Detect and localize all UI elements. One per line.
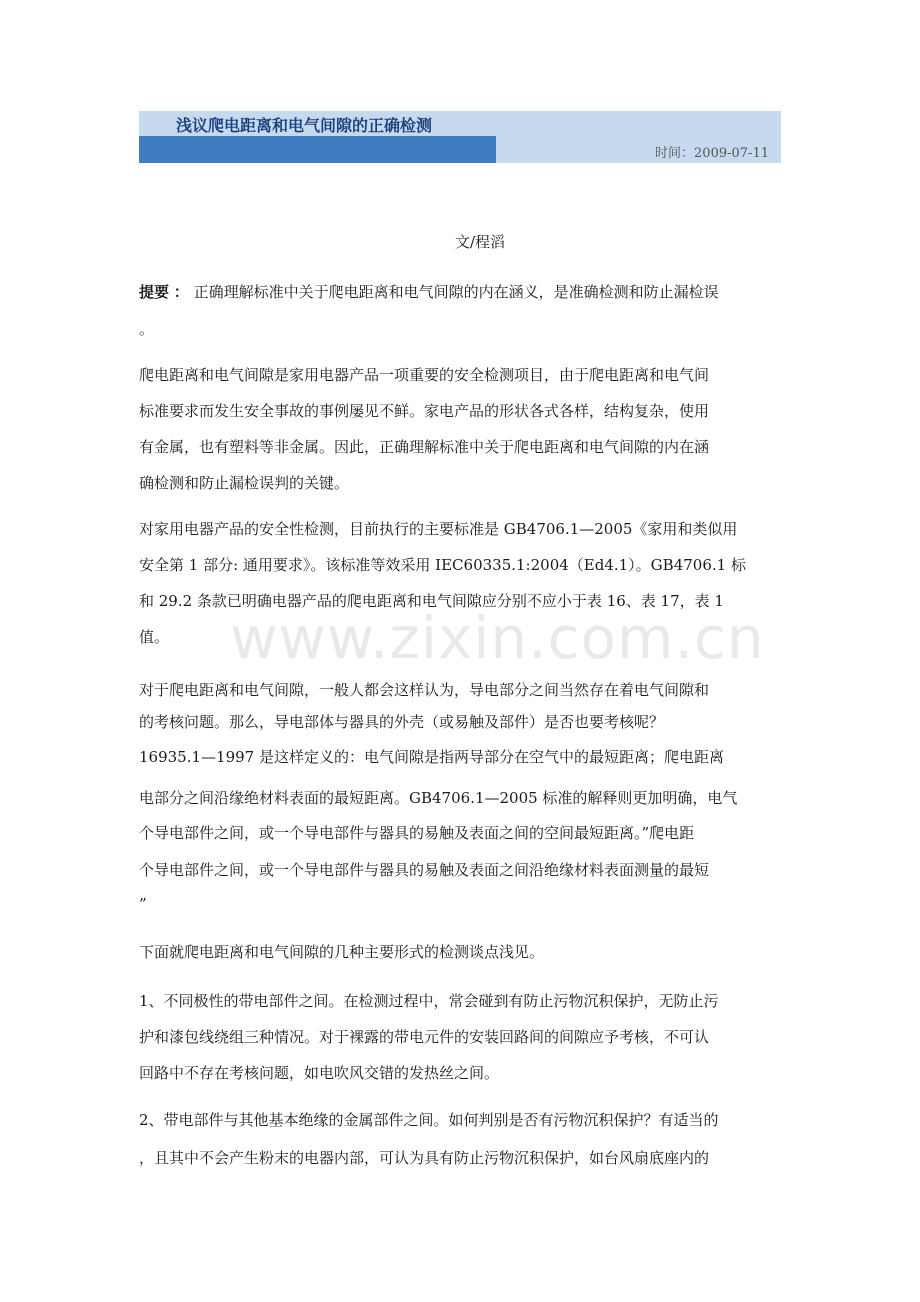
abstract-text: 正确理解标准中关于爬电距离和电气间隙的内在涵义，是准确检测和防止漏检误 xyxy=(193,283,719,301)
paragraph-line: 下面就爬电距离和电气间隙的几种主要形式的检测谈点浅见。 xyxy=(139,943,545,961)
paragraph-line: 16935.1—1997 是这样定义的：电气间隙是指两导部分在空气中的最短距离；爬电距离 xyxy=(139,748,724,766)
publish-date: 时间：2009-07-11 xyxy=(655,146,769,161)
abstract-colon: ： xyxy=(173,283,189,301)
abstract-end: 。 xyxy=(139,320,155,338)
paragraph-line: 对于爬电距离和电气间隙，一般人都会这样认为，导电部分之间当然存在着电气间隙和 xyxy=(139,681,710,699)
paragraph-line: 安全第 1 部分: 通用要求》。该标准等效采用 IEC60335.1:2004（Ed4.1）。GB4706.1 标 xyxy=(139,556,746,574)
paragraph-line: 和 29.2 条款已明确电器产品的爬电距离和电气间隙应分别不应小于表 16、表 17，表 1 xyxy=(139,592,724,610)
paragraph-line: 个导电部件之间，或一个导电部件与器具的易触及表面之间沿绝缘材料表面测量的最短 xyxy=(139,861,710,879)
article-title: 浅议爬电距离和电气间隙的正确检测 xyxy=(176,116,433,135)
paragraph-line: 1、不同极性的带电部件之间。在检测过程中，常会碰到有防止污物沉积保护，无防止污 xyxy=(139,992,719,1010)
paragraph-line: ，且其中不会产生粉末的电器内部，可认为具有防止污物沉积保护，如台风扇底座内的 xyxy=(139,1149,710,1167)
paragraph-line: 个导电部件之间，或一个导电部件与器具的易触及表面之间的空间最短距离。”爬电距 xyxy=(139,824,695,842)
paragraph-line: 确检测和防止漏检误判的关键。 xyxy=(139,474,350,492)
paragraph-line: 值。 xyxy=(139,628,170,646)
abstract-line xyxy=(139,281,719,303)
paragraph-line: ” xyxy=(139,895,147,913)
watermark: www.zixin.com.cn xyxy=(230,604,765,672)
paragraph-line: 爬电距离和电气间隙是家用电器产品一项重要的安全检测项目，由于爬电距离和电气间 xyxy=(139,366,710,384)
paragraph-line: 的考核问题。那么，导电部体与器具的外壳（或易触及部件）是否也要考核呢？ xyxy=(139,713,665,731)
paragraph-line: 护和漆包线绕组三种情况。对于裸露的带电元件的安装回路间的间隙应予考核，不可认 xyxy=(139,1028,710,1046)
abstract-label: 提要 xyxy=(139,283,170,301)
article-body xyxy=(139,0,781,1302)
paragraph-line: 有金属，也有塑料等非金属。因此，正确理解标准中关于爬电距离和电气间隙的内在涵 xyxy=(139,438,710,456)
paragraph-line: 标准要求而发生安全事故的事例屡见不鲜。家电产品的形状各式各样，结构复杂，使用 xyxy=(139,402,710,420)
paragraph-line: 电部分之间沿缘绝材料表面的最短距离。GB4706.1—2005 标准的解释则更加明确，电气 xyxy=(139,789,738,807)
paragraph-line: 对家用电器产品的安全性检测，目前执行的主要标准是 GB4706.1—2005《家用和类似用 xyxy=(139,520,738,538)
author-line: 文/程滔 xyxy=(454,233,506,251)
paragraph-line: 回路中不存在考核问题，如电吹风交错的发热丝之间。 xyxy=(139,1064,500,1082)
paragraph-line: 2、带电部件与其他基本绝缘的金属部件之间。如何判别是否有污物沉积保护？有适当的 xyxy=(139,1111,719,1129)
